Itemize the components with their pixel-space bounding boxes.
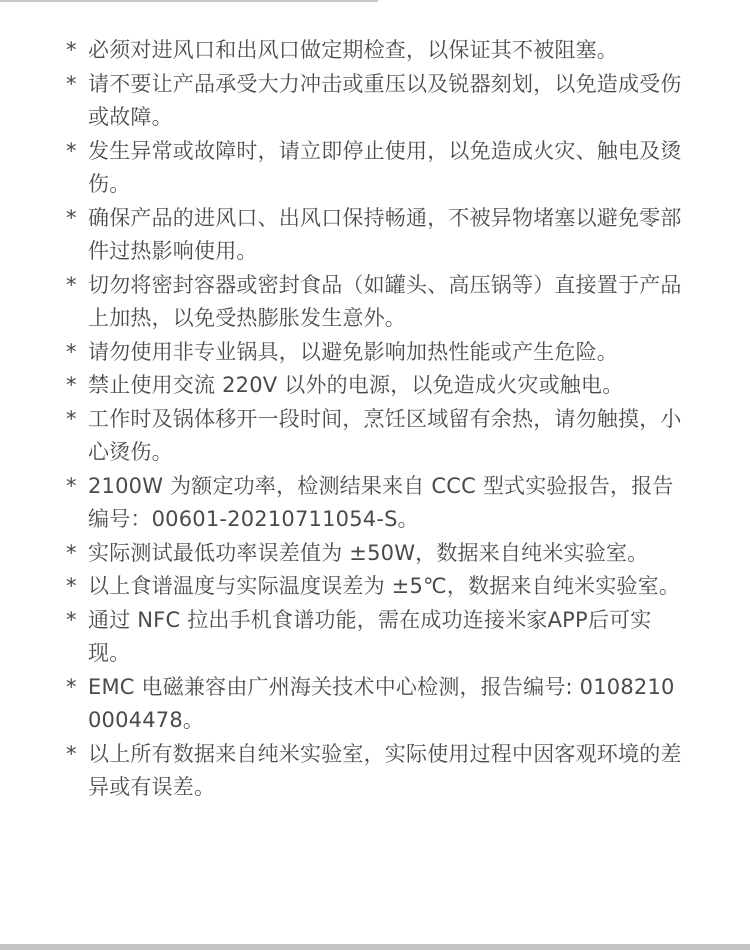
bullet-asterisk: * (66, 406, 77, 431)
safety-note (66, 604, 686, 671)
note-text: 切勿将密封容器或密封食品（如罐头、高压锅等）直接置于产品上加热，以免受热膨胀发生意外。 (88, 272, 682, 330)
bullet-asterisk: * (66, 674, 77, 699)
note-text: 禁止使用交流 220V 以外的电源，以免造成火灾或触电。 (88, 373, 624, 397)
note-text: 请勿使用非专业锅具，以避免影响加热性能或产生危险。 (88, 339, 618, 364)
safety-note (66, 470, 686, 537)
bottom-divider (0, 944, 750, 950)
bullet-asterisk: * (66, 205, 77, 230)
safety-note (66, 135, 686, 202)
note-text: 以上食谱温度与实际温度误差为 ±5℃，数据来自纯米实验室。 (88, 574, 681, 598)
safety-note (66, 202, 686, 269)
safety-note (66, 738, 686, 805)
note-text: EMC 电磁兼容由广州海关技术中心检测，报告编号: 01082100004478。 (88, 674, 675, 732)
bullet-asterisk: * (66, 574, 77, 598)
safety-note (66, 403, 686, 470)
bullet-asterisk: * (66, 540, 77, 565)
safety-note (66, 34, 686, 68)
top-divider (0, 0, 378, 2)
safety-note (66, 269, 686, 336)
note-text: 确保产品的进风口、出风口保持畅通，不被异物堵塞以避免零部件过热影响使用。 (88, 205, 682, 263)
bullet-asterisk: * (66, 373, 77, 397)
note-text: 工作时及锅体移开一段时间，烹饪区域留有余热，请勿触摸，小心烫伤。 (88, 406, 682, 464)
safety-note (66, 570, 686, 604)
note-text: 2100W 为额定功率，检测结果来自 CCC 型式实验报告，报告编号：00601-20210711054-S。 (88, 473, 674, 531)
safety-note (66, 336, 686, 370)
bullet-asterisk: * (66, 607, 77, 632)
note-text: 必须对进风口和出风口做定期检查，以保证其不被阻塞。 (88, 38, 618, 62)
bullet-asterisk: * (66, 339, 77, 364)
note-text: 实际测试最低功率误差值为 ±50W，数据来自纯米实验室。 (88, 540, 649, 565)
bullet-asterisk: * (66, 473, 77, 498)
note-text: 通过 NFC 拉出手机食谱功能，需在成功连接米家APP后可实现。 (88, 607, 652, 665)
safety-note (66, 68, 686, 135)
bullet-asterisk: * (66, 741, 77, 766)
safety-notes-list (66, 34, 686, 805)
bullet-asterisk: * (66, 71, 77, 96)
bullet-asterisk: * (66, 38, 77, 62)
safety-note (66, 537, 686, 571)
bullet-asterisk: * (66, 272, 77, 297)
bullet-asterisk: * (66, 138, 77, 163)
note-text: 请不要让产品承受大力冲击或重压以及锐器刻划，以免造成受伤或故障。 (88, 71, 682, 129)
note-text: 发生异常或故障时，请立即停止使用，以免造成火灾、触电及烫伤。 (88, 138, 682, 196)
safety-note (66, 671, 686, 738)
note-text: 以上所有数据来自纯米实验室，实际使用过程中因客观环境的差异或有误差。 (88, 741, 682, 799)
safety-note (66, 369, 686, 403)
